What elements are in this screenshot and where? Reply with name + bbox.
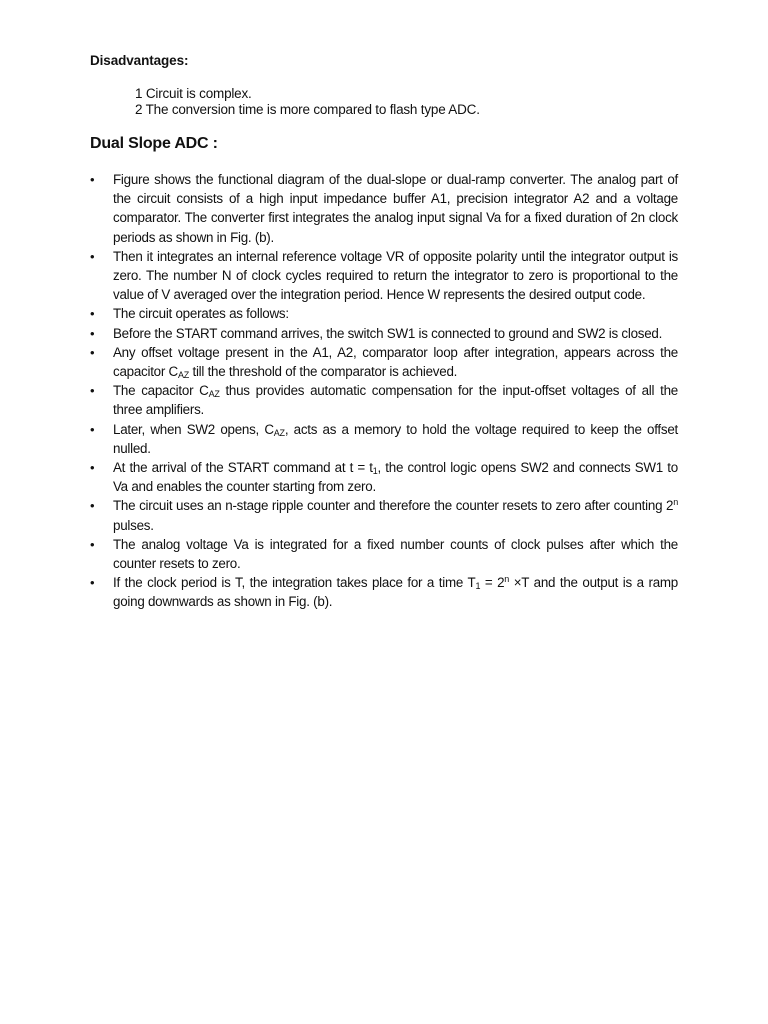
bullet-item [90, 458, 678, 496]
bullet-text: Later, when SW2 opens, C [113, 421, 274, 437]
bullet-text: till the threshold of the comparator is achieved. [189, 364, 458, 380]
superscript: n [673, 497, 678, 508]
bullet-item [90, 420, 678, 458]
bullet-item [90, 535, 678, 573]
bullet-item [90, 247, 678, 305]
subscript: AZ [177, 370, 189, 381]
bullet-item [90, 304, 678, 323]
bullet-icon: • [90, 460, 95, 476]
bullet-text: thus provides automatic compensation for the input-offset voltages of all the three amplifiers. [113, 383, 678, 418]
bullet-item [90, 324, 678, 343]
section-title: Dual Slope ADC : [90, 135, 218, 152]
subscript: 1 [372, 466, 378, 477]
bullet-text: Figure shows the functional diagram of the dual-slope or dual-ramp converter. The analog part of the circuit consists of a high input impedance buffer A1, precision integrator A2 and a voltage comparator. The converter first integrates the analog input signal Va for a fixed duration of 2n clock periods as shown in Fig. (b). [113, 172, 678, 245]
subscript: 1 [475, 581, 481, 592]
bullet-item [90, 170, 678, 247]
bullet-text: pulses. [113, 517, 154, 533]
disadvantages-list [135, 86, 480, 118]
bullet-text: = 2 [480, 575, 505, 591]
bullet-icon: • [90, 172, 95, 187]
bullet-icon: • [90, 575, 95, 591]
bullet-icon: • [90, 248, 95, 264]
bullet-text: The circuit uses an n-stage ripple counter and therefore the counter resets to zero after counting 2 [113, 498, 674, 514]
superscript: n [504, 574, 510, 585]
bullet-icon: • [90, 325, 95, 341]
bullet-text: Then it integrates an internal reference voltage VR of opposite polarity until the integrator output is zero. The number N of clock cycles required to return the integrator to zero is proportional to the value of V averaged over the integration period. Hence W represents the desired output code. [113, 248, 678, 303]
bullet-icon: • [90, 383, 95, 399]
bullet-text: Any offset voltage present in the A1, A2, comparator loop after integration, appears across the capacitor C [113, 344, 678, 380]
bullet-item [90, 496, 678, 534]
disadvantages-heading: Disadvantages: [90, 53, 189, 68]
bullet-text: The analog voltage Va is integrated for a fixed number counts of clock pulses after which the counter resets to zero. [113, 536, 678, 572]
bullet-text: ×T and the output is a ramp going downwards as shown in Fig. (b). [113, 575, 678, 610]
bullet-item [90, 573, 678, 611]
bullet-icon: • [90, 421, 95, 437]
bullet-icon: • [90, 498, 95, 514]
disadvantage-item: 2 The conversion time is more compared to flash type ADC. [135, 102, 480, 117]
bullet-item [90, 381, 678, 419]
bullet-text: , acts as a memory to hold the voltage required to keep the offset nulled. [113, 421, 679, 456]
bullet-text: At the arrival of the START command at t = t [113, 460, 373, 476]
subscript: AZ [273, 427, 285, 438]
bullet-icon: • [90, 344, 95, 360]
bullet-icon: • [90, 306, 95, 322]
bullet-text: If the clock period is T, the integration takes place for a time T [113, 575, 476, 591]
bullet-icon: • [90, 536, 95, 552]
subscript: AZ [208, 389, 220, 400]
bullet-text: The circuit operates as follows: [113, 306, 289, 322]
bullet-list [90, 170, 678, 612]
bullet-text: Before the START command arrives, the switch SW1 is connected to ground and SW2 is closed. [113, 325, 663, 341]
bullet-text: , the control logic opens SW2 and connects SW1 to Va and enables the counter starting from zero. [113, 460, 678, 495]
disadvantage-item: 1 Circuit is complex. [135, 86, 252, 101]
bullet-item [90, 343, 678, 381]
bullet-text: The capacitor C [113, 383, 209, 399]
